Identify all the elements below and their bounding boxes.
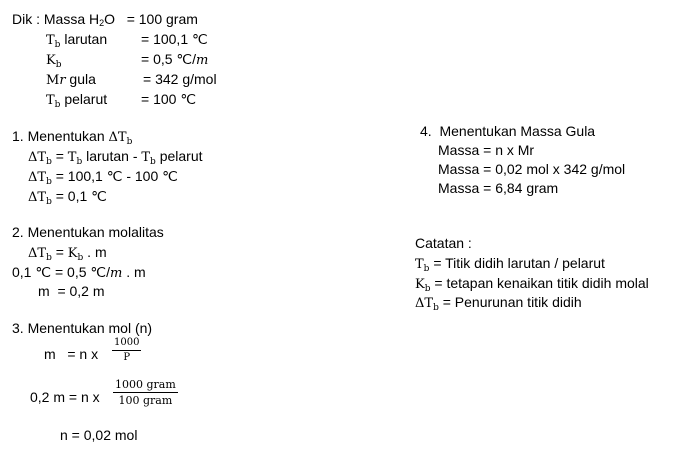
given-tb-larutan-value: = 100,1 ℃ (141, 31, 208, 47)
given-tb-pelarut-value: = 100 ℃ (141, 91, 197, 107)
note-kb: $K_b$ = tetapan kenaikan titik didih molal (415, 275, 649, 294)
given-kb-label: $K_b$ (46, 53, 62, 70)
step2-line3: m = 0,2 m (38, 283, 105, 299)
step3-line1: m = n x (44, 346, 102, 362)
step3-line3: n = 0,02 mol (60, 427, 138, 443)
step2-line2: 0,1 ℃ = 0,5 ℃/m . m (12, 264, 146, 281)
notes-title: Catatan : (415, 235, 472, 251)
fraction-1000-over-p: $\frac{1000}{P}$ (114, 337, 140, 363)
step1-line3: $\Delta T_b = 0,1$ ℃ (28, 188, 107, 207)
step1-line2: $\Delta T_b = 100,1$ ℃ - 100 ℃ (28, 168, 178, 187)
given-tb-pelarut-label: $T_b$ pelarut (46, 91, 108, 110)
step4-line2: Massa = 0,02 mol x 342 g/mol (438, 161, 626, 177)
step1-title: 1. Menentukan $\Delta T_b$ (12, 128, 133, 147)
step2-line1: $\Delta T_b = K_b$ . m (28, 244, 107, 263)
given-kb-value: = 0,5 ℃/m (141, 51, 209, 68)
given-tb-larutan-label: $T_b$ larutan (46, 31, 108, 50)
given-massa-line: Dik : Massa H2O = 100 gram (12, 11, 198, 28)
step4-line3: Massa = 6,84 gram (438, 180, 559, 196)
step4-line1: Massa = n x Mr (438, 142, 535, 158)
fraction-gram: 1000 gram 100 gram (115, 378, 176, 407)
step4-title: 4. Menentukan Massa Gula (420, 123, 596, 139)
note-delta-tb: $\Delta T_b$ = Penurunan titik didih (415, 294, 582, 313)
note-tb: $T_b$ = Titik didih larutan / pelarut (415, 255, 605, 274)
dik-label: Dik : (12, 11, 44, 27)
step2-title: 2. Menentukan molalitas (12, 224, 164, 240)
step1-line1: $\Delta T_b = T_b$ larutan - $T_b$ pelarut (28, 148, 203, 167)
given-mr-label: Mr gula (46, 71, 96, 88)
given-mr-value: = 342 g/mol (143, 71, 217, 87)
step3-title: 3. Menentukan mol (n) (12, 320, 153, 336)
step3-line2: 0,2 m = n x (30, 389, 104, 405)
